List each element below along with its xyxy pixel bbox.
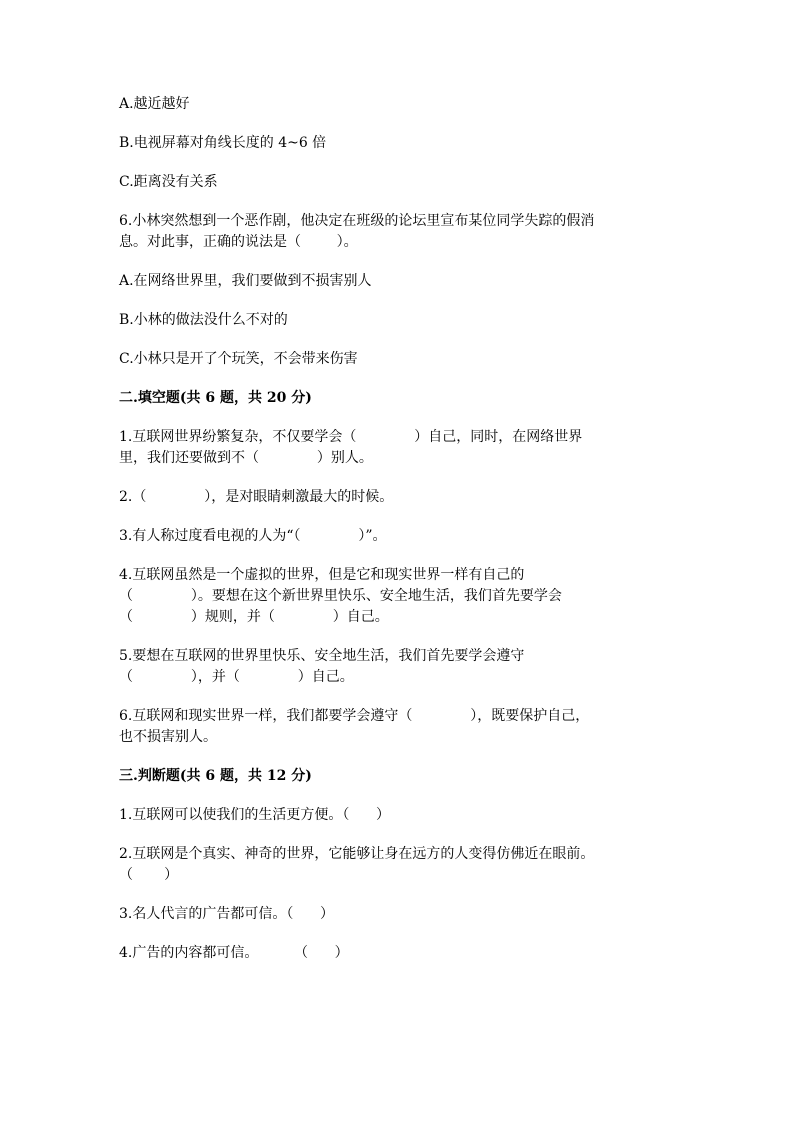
fill-item-6-line-2: 也不损害别人。 xyxy=(119,729,217,745)
fill-item-4-line-1: 4.互联网虽然是一个虚拟的世界，但是它和现实世界一样有自己的 xyxy=(119,567,525,583)
q6-option-a: A.在网络世界里，我们要做到不损害别人 xyxy=(119,273,372,289)
q5-option-a: A.越近越好 xyxy=(119,96,190,112)
fill-item-2-line-1: 2.（ ），是对眼睛刺激最大的时候。 xyxy=(119,489,394,505)
fill-item-4-line-3: （ ）规则，并（ ）自己。 xyxy=(119,609,389,625)
q5-option-c: C.距离没有关系 xyxy=(119,174,218,190)
judge-item-4 xyxy=(119,943,679,964)
fill-item-4-line-2: （ ）。要想在这个新世界里快乐、安全地生活，我们首先要学会 xyxy=(119,588,562,604)
q6-option-c: C.小林只是开了个玩笑，不会带来伤害 xyxy=(119,351,358,367)
fill-item-5-line-1: 5.要想在互联网的世界里快乐、安全地生活，我们首先要学会遵守 xyxy=(119,648,525,664)
judge-item-4-line-1: 4.广告的内容都可信。 （ ） xyxy=(119,945,349,961)
fill-item-2 xyxy=(119,487,679,508)
judge-item-3 xyxy=(119,904,679,925)
judge-item-1 xyxy=(119,805,679,826)
judge-item-2-line-2: （ ） xyxy=(119,867,179,883)
fill-item-1-line-1: 1.互联网世界纷繁复杂，不仅要学会（ ）自己，同时，在网络世界 xyxy=(119,429,583,445)
fill-section-heading: 二.填空题(共 6 题，共 20 分) xyxy=(119,390,312,406)
judge-item-3-line-1: 3.名人代言的广告都可信。（ ） xyxy=(119,906,335,922)
fill-item-5-line-2: （ ），并（ ）自己。 xyxy=(119,669,354,685)
fill-item-3 xyxy=(119,526,679,547)
judge-item-2 xyxy=(119,844,679,886)
fill-item-5 xyxy=(119,646,679,688)
fill-item-1 xyxy=(119,427,679,469)
fill-item-1-line-2: 里，我们还要做到不（ ）别人。 xyxy=(119,450,373,466)
fill-item-4 xyxy=(119,565,679,628)
q6-stem-line-1: 6.小林突然想到一个恶作剧，他决定在班级的论坛里宣布某位同学失踪的假消 xyxy=(119,213,595,229)
q6-stem xyxy=(119,211,679,253)
worksheet-page xyxy=(119,94,679,964)
fill-item-6 xyxy=(119,706,679,748)
fill-item-3-line-1: 3.有人称过度看电视的人为“（ ）”。 xyxy=(119,528,387,544)
judge-item-2-line-1: 2.互联网是个真实、神奇的世界，它能够让身在远方的人变得仿佛近在眼前。 xyxy=(119,846,595,862)
fill-item-6-line-1: 6.互联网和现实世界一样，我们都要学会遵守（ ），既要保护自己， xyxy=(119,708,590,724)
q6-option-b: B.小林的做法没什么不对的 xyxy=(119,312,288,328)
q5-option-b: B.电视屏幕对角线长度的 4~6 倍 xyxy=(119,135,327,151)
q6-stem-line-2: 息。对此事，正确的说法是（ ）。 xyxy=(119,234,358,250)
judge-section-heading: 三.判断题(共 6 题，共 12 分) xyxy=(119,768,312,784)
judge-item-1-line-1: 1.互联网可以使我们的生活更方便。（ ） xyxy=(119,807,391,823)
